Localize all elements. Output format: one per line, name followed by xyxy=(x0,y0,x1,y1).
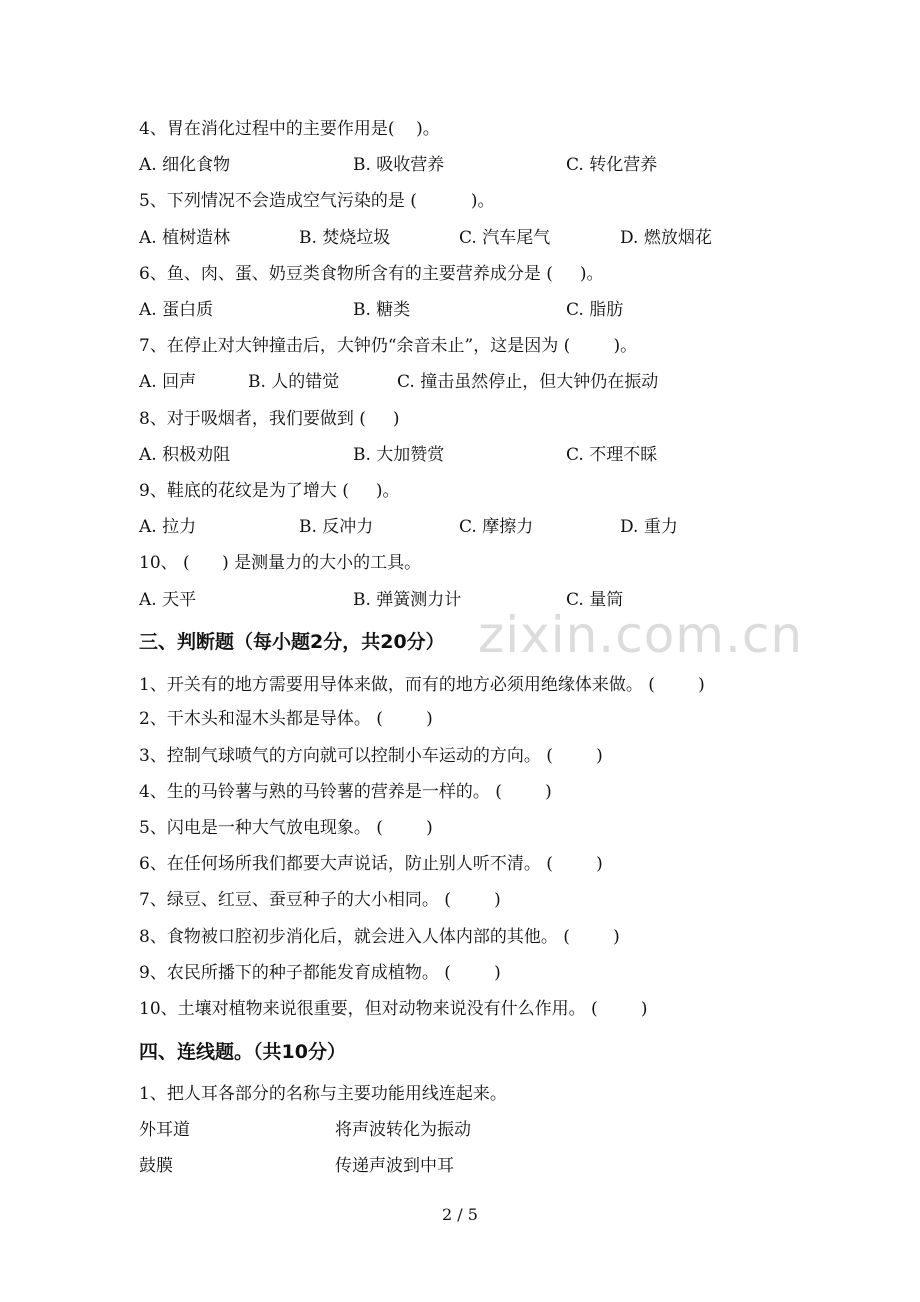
option: A. 蛋白质 xyxy=(139,300,214,320)
option: C. 不理不睬 xyxy=(566,445,658,465)
option: C. 摩擦力 xyxy=(459,517,534,537)
matching-left-item: 外耳道 xyxy=(139,1120,190,1140)
question-5: 5、下列情况不会造成空气污染的是 ( )。 xyxy=(139,191,495,211)
watermark: zixin.com.cn xyxy=(478,606,804,664)
judgment-item: 9、农民所播下的种子都能发育成植物。 ( ) xyxy=(139,963,501,983)
judgment-item: 10、土壤对植物来说很重要，但对动物来说没有什么作用。 ( ) xyxy=(139,999,648,1019)
option: A. 回声 xyxy=(139,372,197,392)
option: A. 积极劝阻 xyxy=(139,445,231,465)
section-title-matching: 四、连线题。（共10分） xyxy=(139,1041,346,1063)
option: B. 弹簧测力计 xyxy=(353,590,462,610)
option: D. 重力 xyxy=(620,517,678,537)
option: A. 植树造林 xyxy=(139,228,231,248)
option: C. 脂肪 xyxy=(566,300,624,320)
option: C. 转化营养 xyxy=(566,155,658,175)
judgment-item: 5、闪电是一种大气放电现象。 ( ) xyxy=(139,818,433,838)
option: B. 大加赞赏 xyxy=(353,445,445,465)
option: A. 天平 xyxy=(139,590,197,610)
page-number: 2 / 5 xyxy=(442,1205,478,1224)
question-10: 10、 ( ) 是测量力的大小的工具。 xyxy=(139,553,422,573)
option: C. 撞击虽然停止，但大钟仍在振动 xyxy=(397,372,659,392)
option: B. 反冲力 xyxy=(299,517,374,537)
judgment-item: 3、控制气球喷气的方向就可以控制小车运动的方向。 ( ) xyxy=(139,746,603,766)
option: B. 糖类 xyxy=(353,300,411,320)
matching-right-item: 将声波转化为振动 xyxy=(335,1120,471,1140)
question-9: 9、鞋底的花纹是为了增大 ( )。 xyxy=(139,481,400,501)
option: C. 量筒 xyxy=(566,590,624,610)
judgment-item: 1、开关有的地方需要用导体来做，而有的地方必须用绝缘体来做。 ( ) xyxy=(139,675,705,695)
option: A. 细化食物 xyxy=(139,155,231,175)
question-6: 6、鱼、肉、蛋、奶豆类食物所含有的主要营养成分是 ( )。 xyxy=(139,264,604,284)
matching-instruction: 1、把人耳各部分的名称与主要功能用线连起来。 xyxy=(139,1084,507,1104)
question-4: 4、胃在消化过程中的主要作用是( )。 xyxy=(139,119,440,139)
matching-right-item: 传递声波到中耳 xyxy=(335,1156,454,1176)
option: D. 燃放烟花 xyxy=(620,228,712,248)
question-8: 8、对于吸烟者，我们要做到 ( ) xyxy=(139,409,400,429)
section-title-judgment: 三、判断题（每小题2分，共20分） xyxy=(139,631,445,653)
judgment-item: 7、绿豆、红豆、蚕豆种子的大小相同。 ( ) xyxy=(139,890,501,910)
judgment-item: 8、食物被口腔初步消化后，就会进入人体内部的其他。 ( ) xyxy=(139,927,620,947)
option: B. 人的错觉 xyxy=(248,372,340,392)
question-7: 7、在停止对大钟撞击后，大钟仍“余音未止”，这是因为 ( )。 xyxy=(139,336,638,356)
judgment-item: 6、在任何场所我们都要大声说话，防止别人听不清。 ( ) xyxy=(139,854,603,874)
option: C. 汽车尾气 xyxy=(459,228,551,248)
option: B. 吸收营养 xyxy=(353,155,445,175)
option: A. 拉力 xyxy=(139,517,197,537)
judgment-item: 2、干木头和湿木头都是导体。 ( ) xyxy=(139,709,433,729)
matching-left-item: 鼓膜 xyxy=(139,1156,173,1176)
option: B. 焚烧垃圾 xyxy=(299,228,391,248)
judgment-item: 4、生的马铃薯与熟的马铃薯的营养是一样的。 ( ) xyxy=(139,782,552,802)
